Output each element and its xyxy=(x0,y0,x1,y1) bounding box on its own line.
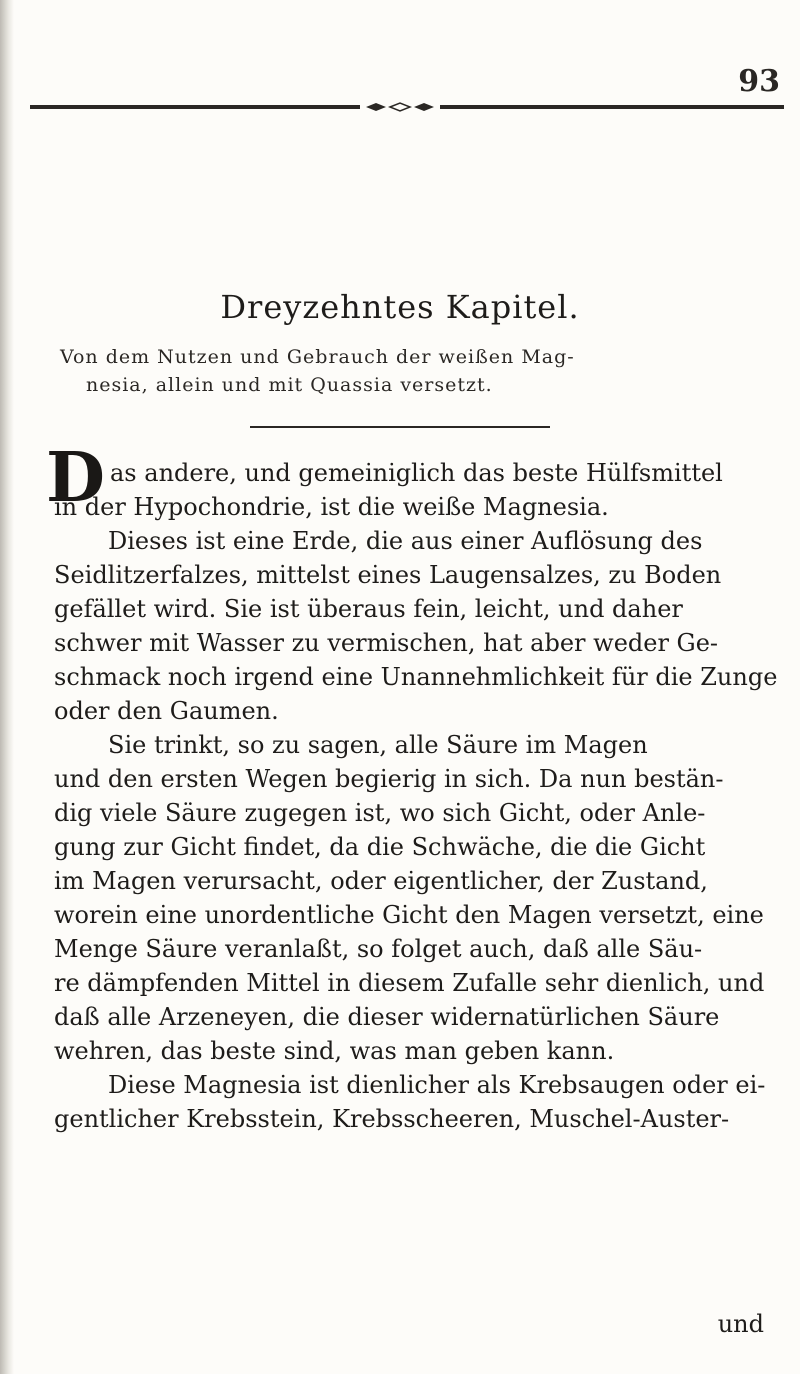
page-gutter-shadow xyxy=(0,0,14,1374)
text-line: oder den Gaumen. xyxy=(54,697,279,725)
chapter-subtitle-line-2: nesia, allein und mit Quassia versetzt. xyxy=(86,374,493,396)
text-line: re dämpfenden Mittel in diesem Zufalle sehr dienlich, und xyxy=(54,969,765,997)
chapter-title: Dreyzehntes Kapitel. xyxy=(220,288,580,326)
text-line: Dieses ist eine Erde, die aus einer Auflösung des xyxy=(108,527,703,555)
text-line: in der Hypochondrie, ist die weiße Magnesia. xyxy=(54,493,609,521)
text-line: wehren, das beste sind, was man geben kann. xyxy=(54,1037,615,1065)
text-line: Menge Säure veranlaßt, so folget auch, daß alle Säu- xyxy=(54,935,703,963)
drop-cap: D xyxy=(46,438,105,518)
text-line: worein eine unordentliche Gicht den Magen versetzt, eine xyxy=(54,901,764,929)
text-line: Sie trinkt, so zu sagen, alle Säure im Magen xyxy=(108,731,648,759)
catchword: und xyxy=(717,1310,764,1338)
text-line: gung zur Gicht findet, da die Schwäche, die die Gicht xyxy=(54,833,706,861)
text-line: gefället wird. Sie ist überaus fein, leicht, und daher xyxy=(54,595,683,623)
text-line: schmack noch irgend eine Unannehmlichkeit für die Zunge xyxy=(54,663,778,691)
text-line: Seidlitzerfalzes, mittelst eines Laugensalzes, zu Boden xyxy=(54,561,722,589)
text-line: dig viele Säure zugegen ist, wo sich Gicht, oder Anle- xyxy=(54,799,706,827)
chapter-subtitle-line-1: Von dem Nutzen und Gebrauch der weißen Mag- xyxy=(60,346,575,368)
text-line: Diese Magnesia ist dienlicher als Krebsaugen oder ei- xyxy=(108,1071,766,1099)
ornamental-rule xyxy=(30,102,784,112)
text-line: daß alle Arzeneyen, die dieser widernatürlichen Säure xyxy=(54,1003,720,1031)
text-line: schwer mit Wasser zu vermischen, hat aber weder Ge- xyxy=(54,629,719,657)
text-line: as andere, und gemeiniglich das beste Hülfsmittel xyxy=(110,459,723,487)
text-line: gentlicher Krebsstein, Krebsscheeren, Muschel-Auster- xyxy=(54,1105,730,1133)
text-line: und den ersten Wegen begierig in sich. Da nun bestän- xyxy=(54,765,724,793)
section-divider xyxy=(250,424,550,430)
page-number: 93 xyxy=(738,64,780,99)
text-line: im Magen verursacht, oder eigentlicher, der Zustand, xyxy=(54,867,708,895)
